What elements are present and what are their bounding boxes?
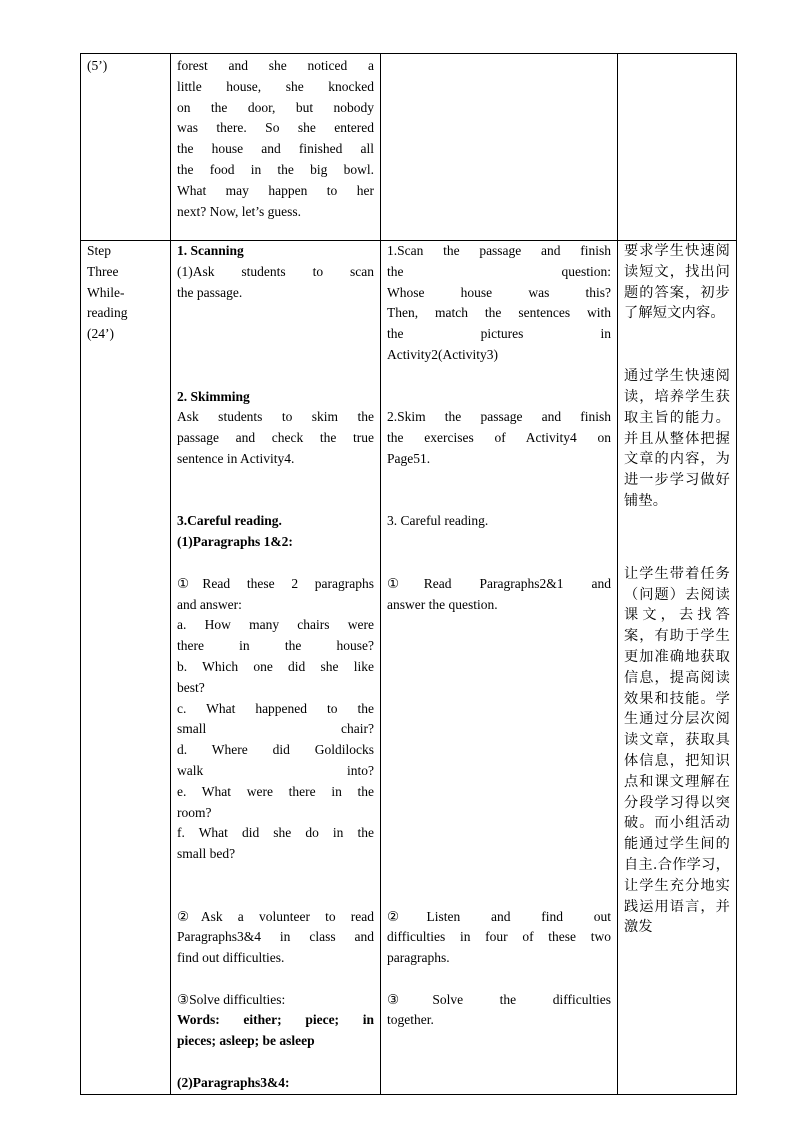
careful-reading-heading: 3.Careful reading. [177,513,282,529]
text-line: passage and check the true [177,430,374,446]
text-line: Ask students to skim the [177,409,374,425]
intro-story-text [177,54,374,222]
question-line: b. Which one did she like [177,658,374,674]
text-line: ①Read Paragraphs2&1 and [387,575,611,591]
paragraphs-3-4-heading: (2)Paragraphs3&4: [177,1074,290,1090]
text-line: the question: [387,263,611,279]
question-line: f. What did she do in the [177,825,374,841]
scanning-text [177,262,374,304]
step-line: Three [87,263,119,279]
text-line: next? Now, let’s guess. [177,203,301,219]
purpose-careful-reading: 让学生带着任务（问题）去阅读课文，去找答案，有助于学生更加准确地获取信息，提高阅读效果和技能。学生通过分层次阅读文章，获取具体信息，把知识点和课文理解在分段学习得以突破。而小组活动能通过学生间的自主.合作学习，让学生充分地实践运用语言，并激发 [624,565,730,936]
question-line: small bed? [177,846,236,862]
read-instructions [177,574,374,616]
text-line: Words: either; piece; in [177,1012,374,1028]
table-row-while-reading [81,241,737,1095]
text-line: paragraphs. [387,950,450,966]
step-line: reading [87,305,128,321]
text-line: Then, match the sentences with [387,305,611,321]
purpose-skimming: 通过学生快速阅读，培养学生获取主旨的能力。并且从整体把握文章的内容，为进一步学习做好铺垫。 [624,368,730,509]
question-line: e. What were there in the [177,783,374,799]
scan-task [387,241,611,366]
text-line: ①Read these 2 paragraphs [177,575,374,591]
text-line: the passage. [177,284,243,300]
careful-reading-task: 3. Careful reading. [387,513,489,529]
text-line: the pictures in [387,326,611,342]
solve-task [387,990,611,1032]
text-line: Activity2(Activity3) [387,346,498,362]
text-line: the exercises of Activity4 on [387,430,611,446]
step-cell [81,241,171,1095]
student-activity-cell [381,54,618,241]
step-line: (24’) [87,326,114,342]
teacher-activity-cell [171,241,381,1095]
solve-difficulties-label: ③Solve difficulties: [177,991,286,1007]
text-line: Paragraphs3&4 in class and [177,929,374,945]
paragraphs-1-2-heading: (1)Paragraphs 1&2: [177,534,293,550]
text-line: 1.Scan the passage and finish [387,243,611,258]
questions-list [177,615,374,865]
time-cell [81,54,171,241]
skimming-heading: 2. Skimming [177,388,250,404]
text-line: Whose house was this? [387,284,611,300]
question-line: small chair? [177,721,374,737]
volunteer-instructions [177,907,374,969]
vocabulary-words [177,1010,374,1052]
text-line: the house and finished all [177,141,374,157]
scanning-heading: 1. Scanning [177,243,244,258]
text-line: little house, she knocked [177,78,374,94]
step-line: While- [87,284,125,300]
skimming-text [177,407,374,469]
listen-task [387,907,611,969]
text-line: and answer: [177,596,242,612]
time-label: (5’) [87,58,108,73]
question-line: c. What happened to the [177,700,374,716]
text-line: find out difficulties. [177,950,285,966]
text-line: forest and she noticed a [177,58,374,73]
text-line: What may happen to her [177,182,374,198]
step-label [87,241,164,345]
table-row-intro [81,54,737,241]
question-line: there in the house? [177,638,374,654]
skim-task [387,407,611,469]
text-line: ③Solve the difficulties [387,991,611,1007]
text-line: was there. So she entered [177,120,374,136]
text-line: together. [387,1012,434,1028]
text-line: (1)Ask students to scan [177,263,374,279]
text-line: ②Listen and find out [387,908,611,924]
text-line: sentence in Activity4. [177,450,295,466]
purpose-cell [618,241,737,1095]
text-line: on the door, but nobody [177,99,374,115]
student-activity-cell [381,241,618,1095]
text-line: difficulties in four of these two [387,929,611,945]
teacher-activity-cell [171,54,381,241]
purpose-scanning: 要求学生快速阅读短文，找出问题的答案，初步了解短文内容。 [624,243,730,322]
text-line: ②Ask a volunteer to read [177,908,374,924]
text-line: the food in the big bowl. [177,161,374,177]
text-line: pieces; asleep; be asleep [177,1033,315,1049]
lesson-plan-table [80,53,737,1095]
question-line: walk into? [177,762,374,778]
text-line: answer the question. [387,596,498,612]
question-line: best? [177,679,205,695]
question-line: a. How many chairs were [177,617,374,633]
purpose-cell [618,54,737,241]
step-line: Step [87,243,112,258]
question-line: room? [177,804,212,820]
read-task [387,574,611,616]
question-line: d. Where did Goldilocks [177,742,374,758]
text-line: Page51. [387,450,431,466]
text-line: 2.Skim the passage and finish [387,409,611,425]
